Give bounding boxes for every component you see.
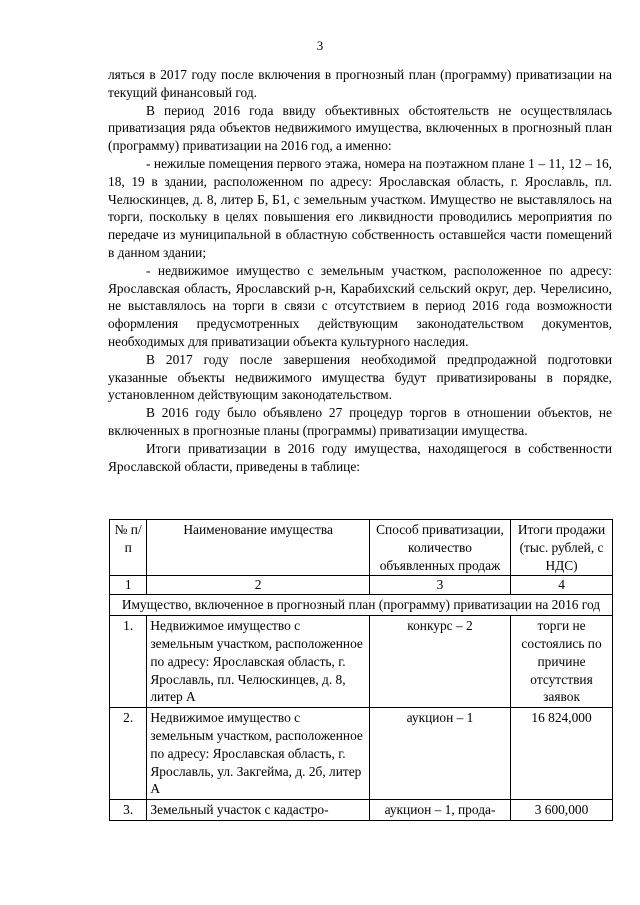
header-sale-result: Итоги продажи (тыс. рублей, с НДС) [511, 520, 613, 576]
sale-result: 3 600,000 [511, 800, 613, 821]
header-method: Способ приватизации, количество объявленных продаж [369, 520, 510, 576]
privatization-method: конкурс – 2 [369, 616, 510, 708]
paragraph: Итоги приватизации в 2016 году имущества, находящегося в собственности Ярославской области, приведены в таблице: [108, 440, 612, 474]
privatization-method: аукцион – 1, прода- [369, 800, 510, 821]
privatization-results-table [109, 519, 613, 821]
bullet-paragraph: - нежилые помещения первого этажа, номера на поэтажном плане 1 – 11, 12 – 16, 18, 19 в здании, расположенном по адресу: Ярославская область, г. Ярославль, пл. Челюскинцев, д. 8, литер Б, Б1, с земельным участком. Имущество не выставлялось на торги, поскольку в целях повышения его ликвидности проводились мероприятия по передаче из муниципальной в областную собственность оставшейся части помещений в данном здании; [108, 155, 612, 260]
privatization-method: аукцион – 1 [369, 708, 510, 800]
header-property-name: Наименование имущества [147, 520, 370, 576]
row-number: 1. [110, 616, 147, 708]
column-number: 3 [369, 576, 510, 595]
paragraph: В 2016 году было объявлено 27 процедур торгов в отношении объектов, не включенных в прогнозные планы (программы) приватизации имущества. [108, 405, 612, 438]
property-name: Недвижимое имущество с земельным участком, расположенное по адресу: Ярославская область, г. Ярославль, ул. Закгейма, д. 2б, литер А [147, 708, 370, 800]
paragraph: В 2017 году после завершения необходимой предпродажной подготовки указанные объекты недвижимого имущества будут приватизированы в порядке, установленном действующим законодательством. [108, 351, 612, 403]
column-number: 1 [110, 576, 147, 595]
table-header-row [110, 520, 613, 576]
table-row [110, 800, 613, 821]
row-number: 2. [110, 708, 147, 800]
column-number: 4 [511, 576, 613, 595]
column-number-row [110, 576, 613, 595]
property-name: Земельный участок с кадастро- [147, 800, 370, 821]
body-text [108, 66, 612, 475]
sale-result: 16 824,000 [511, 708, 613, 800]
bullet-paragraph: - недвижимое имущество с земельным участком, расположенное по адресу: Ярославская область, Ярославский р-н, Карабихский сельский округ, дер. Черелисино, не выставлялось на торги в связи с отсутствием в период 2016 года возможности оформления предусмотренных действующим законодательством документов, необходимых для приватизации объекта культурного наследия. [108, 262, 612, 349]
paragraph: В период 2016 года ввиду объективных обстоятельств не осуществлялась приватизация ряда объектов недвижимого имущества, включенных в прогнозный план (программу) приватизации на 2016 год, а именно: [108, 102, 612, 154]
header-number: № п/п [110, 520, 147, 576]
table-row [110, 616, 613, 708]
section-row [110, 595, 613, 616]
row-number: 3. [110, 800, 147, 821]
table-row [110, 708, 613, 800]
sale-result: торги не состоялись по причине отсутствия заявок [511, 616, 613, 708]
property-name: Недвижимое имущество с земельным участком, расположенное по адресу: Ярославская область, г. Ярославль, пл. Челюскинцев, д. 8, литер А [147, 616, 370, 708]
section-title: Имущество, включенное в прогнозный план (программу) приватизации на 2016 год [110, 595, 613, 616]
page-number: 3 [316, 38, 324, 53]
column-number: 2 [147, 576, 370, 595]
paragraph: ляться в 2017 году после включения в прогнозный план (программу) приватизации на текущий финансовый год. [108, 67, 612, 100]
